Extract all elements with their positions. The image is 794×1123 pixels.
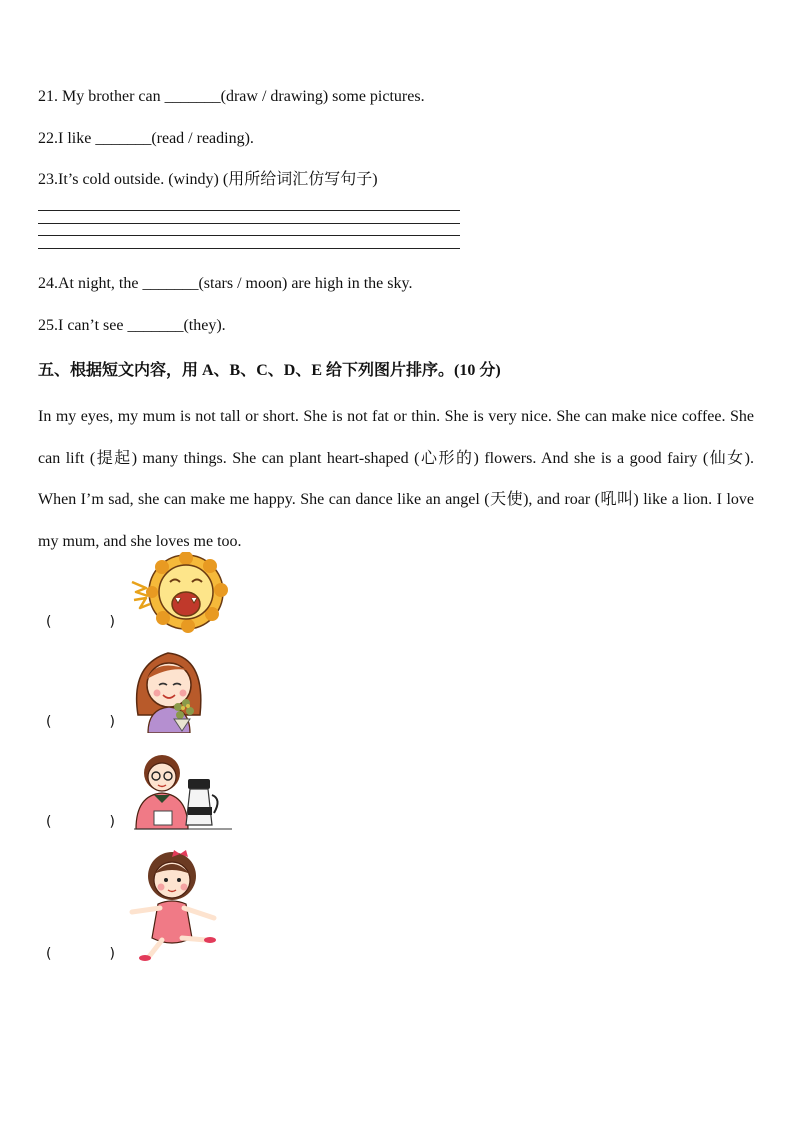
lion-roaring-icon [128, 552, 232, 634]
question-22: 22.I like _______(read / reading). [38, 130, 254, 147]
close-paren: ) [109, 714, 115, 730]
question-25: 25.I can’t see _______(they). [38, 317, 226, 334]
open-paren: ( [46, 714, 52, 730]
answer-blank-1[interactable] [46, 614, 115, 630]
question-24: 24.At night, the _______(stars / moon) are high in the sky. [38, 275, 413, 292]
open-paren: ( [46, 946, 52, 962]
answer-line[interactable] [38, 210, 460, 211]
girl-dancing-icon [128, 846, 222, 964]
answer-line[interactable] [38, 248, 460, 249]
reading-passage: In my eyes, my mum is not tall or short. She is not fat or thin. She is very nice. She can make nice coffee. She can lift (提起) many things. She can plant heart-shaped (心形的) flowers. And she is a good fairy (仙女). When I’m sad, she can make me happy. She can dance like an angel (天使), and roar (吼叫) like a lion. I love my mum, and she loves me too. [38, 408, 754, 550]
close-paren: ) [109, 614, 115, 630]
woman-with-flowers-icon [130, 645, 208, 733]
open-paren: ( [46, 814, 52, 830]
answer-line[interactable] [38, 223, 460, 224]
answer-lines[interactable] [38, 210, 460, 260]
woman-making-coffee-icon [130, 749, 234, 833]
answer-line[interactable] [38, 235, 460, 236]
question-21: 21. My brother can _______(draw / drawing) some pictures. [38, 88, 425, 105]
answer-blank-4[interactable] [46, 946, 115, 962]
close-paren: ) [109, 814, 115, 830]
open-paren: ( [46, 614, 52, 630]
section-heading: 五、根据短文内容，用 A、B、C、D、E 给下列图片排序。(10 分) [38, 362, 501, 379]
answer-blank-2[interactable] [46, 714, 115, 730]
answer-blank-3[interactable] [46, 814, 115, 830]
question-23: 23.It’s cold outside. (windy) (用所给词汇仿写句子) [38, 171, 378, 188]
close-paren: ) [109, 946, 115, 962]
